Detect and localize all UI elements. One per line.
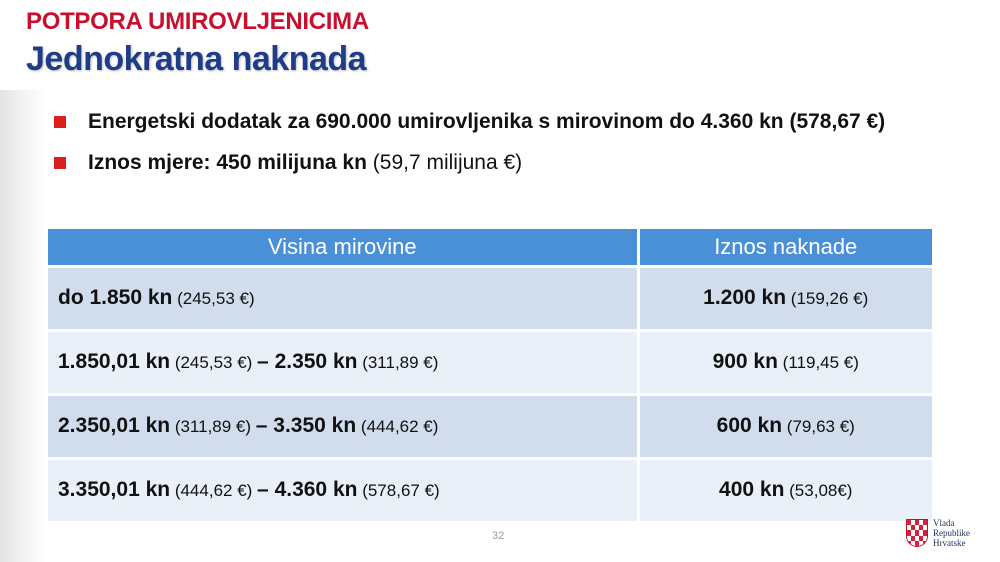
square-bullet-icon	[54, 116, 66, 128]
range-from-eur: (245,53 €)	[170, 353, 258, 372]
table-row	[48, 266, 932, 330]
amount-kn: 1.200 kn	[703, 286, 787, 309]
header-benefit-amount: Iznos naknade	[638, 229, 932, 266]
benefit-amount-cell	[638, 394, 932, 458]
amount-kn: 900 kn	[712, 350, 778, 373]
bullet-text	[88, 147, 954, 178]
bullet-item-measure-amount	[54, 147, 954, 178]
range-from-eur: (311,89 €)	[170, 417, 256, 436]
bullet-bold-text: Energetski dodatak za 690.000 umirovljenika s mirovinom do 4.360 kn (578,67 €)	[88, 110, 886, 133]
government-logo	[906, 510, 996, 556]
range-dash: –	[257, 478, 275, 501]
range-from-eur: (444,62 €)	[170, 481, 258, 500]
logo-text	[933, 518, 970, 548]
range-from-kn: 3.350,01 kn	[58, 478, 171, 501]
range-to-kn: 3.350 kn	[273, 414, 357, 437]
amount-eur: (159,26 €)	[786, 289, 869, 308]
pension-range-cell	[48, 330, 638, 394]
header-pension-level: Visina mirovine	[48, 229, 638, 266]
bullet-text	[88, 106, 954, 137]
table-row	[48, 330, 932, 394]
bullet-bold-text: Iznos mjere: 450 milijuna kn	[88, 151, 367, 174]
range-from-kn: 2.350,01 kn	[58, 414, 171, 437]
table-header-row	[48, 229, 932, 266]
range-to-eur: (311,89 €)	[357, 353, 439, 372]
benefit-amount-cell	[638, 330, 932, 394]
pension-range-cell	[48, 458, 638, 522]
square-bullet-icon	[54, 157, 66, 169]
bullet-list	[54, 106, 954, 188]
pension-range-cell	[48, 266, 638, 330]
page-number: 32	[492, 530, 505, 542]
benefit-table	[48, 229, 932, 524]
benefit-amount-cell	[638, 266, 932, 330]
range-from-eur: (245,53 €)	[172, 289, 255, 308]
logo-line-3: Hrvatske	[933, 538, 966, 548]
slide-subtitle: POTPORA UMIROVLJENICIMA	[26, 8, 369, 35]
table-row	[48, 394, 932, 458]
range-to-kn: 2.350 kn	[274, 350, 358, 373]
amount-eur: (119,45 €)	[777, 353, 859, 372]
bullet-item-energy-supplement	[54, 106, 954, 137]
amount-eur: (79,63 €)	[782, 417, 855, 436]
logo-line-2: Republike	[933, 528, 970, 538]
amount-kn: 400 kn	[719, 478, 785, 501]
bullet-normal-text: (59,7 milijuna €)	[366, 151, 523, 174]
range-to-eur: (444,62 €)	[356, 417, 439, 436]
amount-eur: (53,08€)	[784, 481, 853, 500]
amount-kn: 600 kn	[716, 414, 783, 437]
benefit-amount-cell	[638, 458, 932, 522]
range-from-kn: do 1.850 kn	[58, 286, 173, 309]
table-row	[48, 458, 932, 522]
range-dash: –	[255, 414, 274, 437]
croatian-coat-of-arms-icon	[906, 519, 928, 547]
range-to-eur: (578,67 €)	[357, 481, 440, 500]
logo-line-1: Vlada	[933, 518, 955, 528]
range-dash: –	[257, 350, 275, 373]
pension-range-cell	[48, 394, 638, 458]
range-to-kn: 4.360 kn	[274, 478, 358, 501]
left-edge-shadow	[0, 90, 48, 562]
slide-title: Jednokratna naknada	[26, 40, 367, 78]
range-from-kn: 1.850,01 kn	[58, 350, 171, 373]
